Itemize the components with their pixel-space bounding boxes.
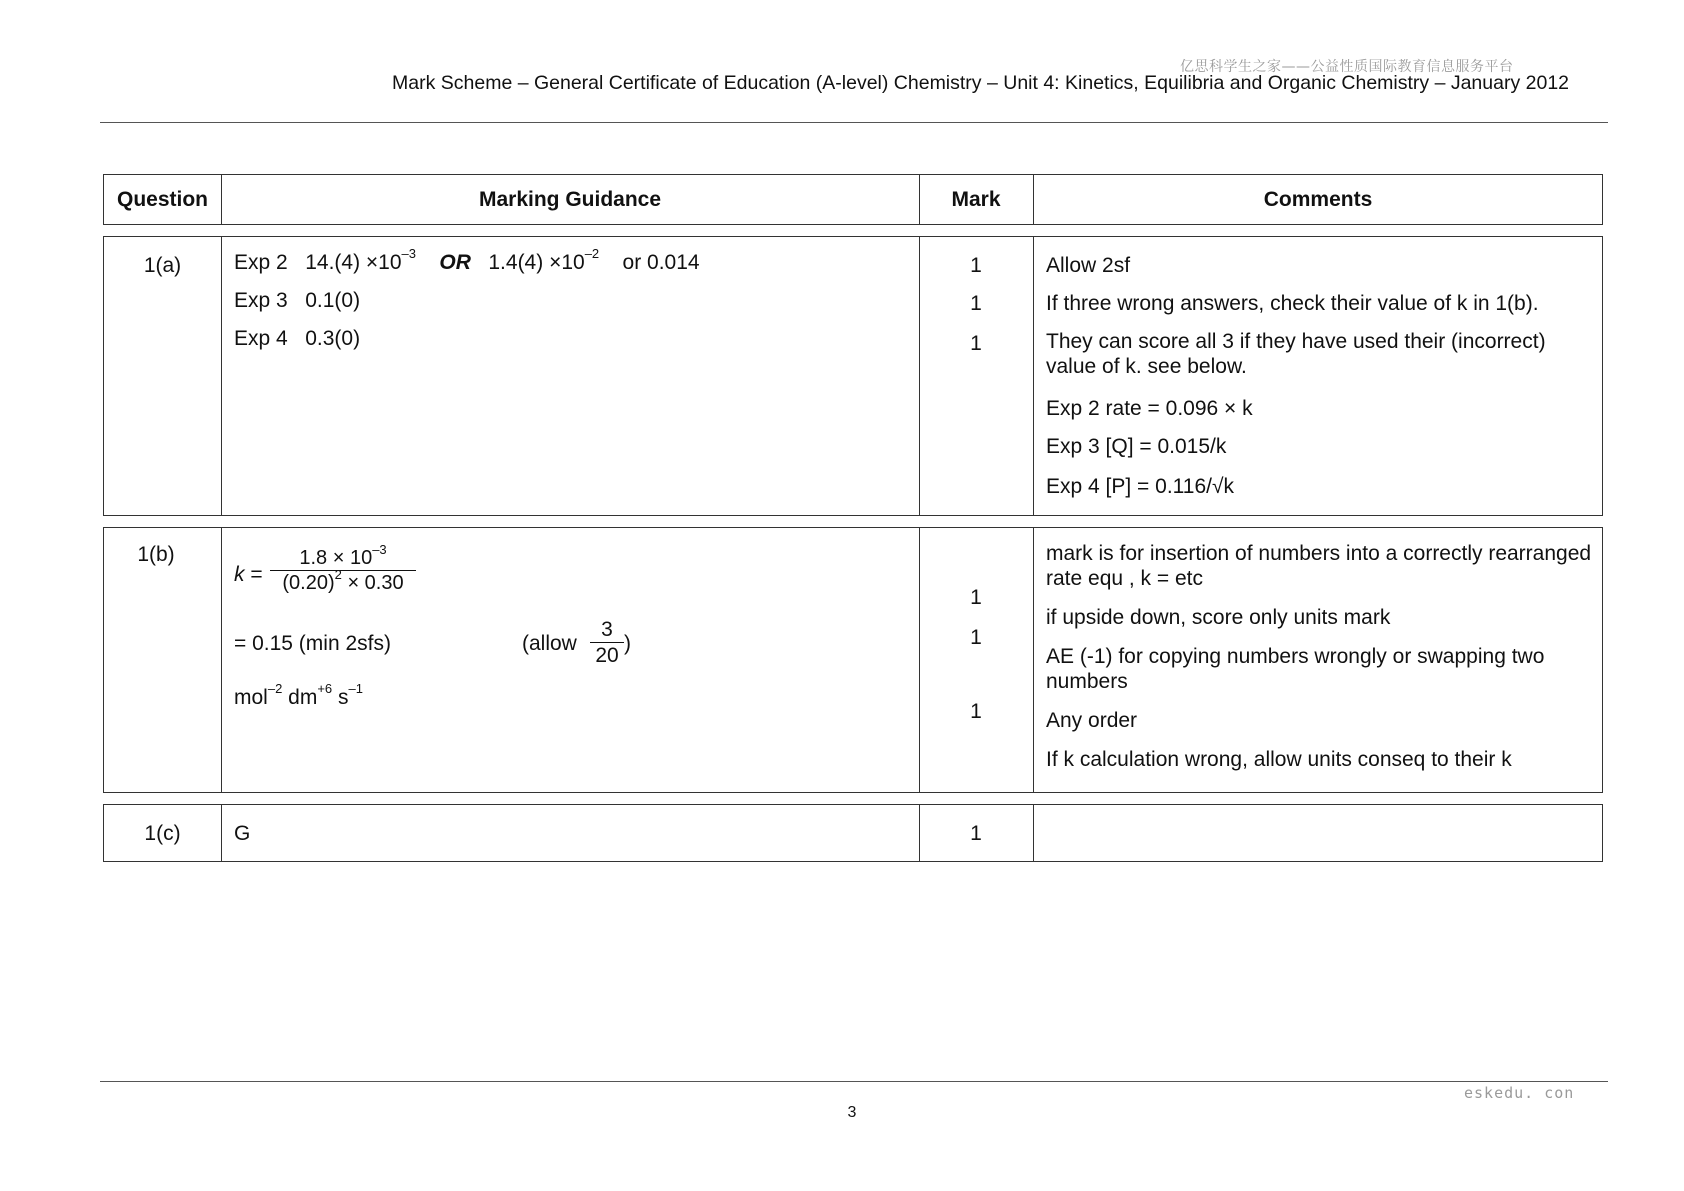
exp4-label: Exp 4: [234, 327, 288, 350]
allow-open: (allow: [522, 632, 577, 655]
comment-text: Exp 3 [Q] = 0.015/k: [1046, 435, 1227, 458]
page-number: 3: [847, 1104, 857, 1121]
header-divider: [100, 122, 1608, 123]
mark-value: 1: [970, 626, 982, 649]
table-row-1c: [103, 804, 1603, 862]
comment-text: Any order: [1046, 709, 1138, 732]
mark-value: 1: [970, 332, 982, 355]
units-mol-exponent: –2: [267, 681, 283, 696]
comment-text: If three wrong answers, check their value of k in 1(b).: [1046, 292, 1539, 315]
k-units: [234, 681, 363, 710]
comment-text: Allow 2sf: [1046, 254, 1131, 277]
exp3-value: 0.1(0): [305, 289, 361, 312]
comment-text: AE (-1) for copying numbers wrongly or swapping two numbers: [1046, 645, 1545, 694]
column-divider: [1033, 237, 1034, 515]
column-header-question: Question: [116, 188, 208, 211]
units-s: s: [338, 686, 349, 709]
comment-text: Exp 4 [P] = 0.116/√k: [1046, 475, 1234, 498]
column-header-mark: Mark: [951, 188, 1001, 211]
comment-text: If k calculation wrong, allow units conseq to their k: [1046, 748, 1512, 771]
k-fraction-denominator: [270, 567, 416, 595]
or-word: OR: [439, 251, 471, 274]
table-row-1b: [103, 527, 1603, 793]
guidance-exp4: [234, 326, 360, 351]
numerator-exponent: –3: [372, 542, 387, 557]
exp2-label: Exp 2: [234, 251, 288, 274]
watermark-top: 亿思科学生之家——公益性质国际教育信息服务平台: [1180, 59, 1514, 75]
mark-value: 1: [970, 586, 982, 609]
column-divider: [1033, 805, 1034, 861]
comment-text: They can score all 3 if they have used their (incorrect) value of k. see below.: [1046, 330, 1546, 379]
exp2-value-a: 14.(4) ×10: [305, 251, 402, 274]
mark-value: 1: [970, 292, 982, 315]
question-number: 1(b): [137, 543, 175, 566]
column-header-comments: Comments: [1263, 188, 1373, 211]
exp2-value-a-exponent: –3: [401, 246, 417, 261]
units-dm-exponent: +6: [317, 681, 333, 696]
allow-denominator: 20: [595, 644, 619, 668]
denominator-value-b: × 0.30: [347, 572, 404, 594]
allow-numerator: 3: [601, 618, 613, 641]
column-header-marking-guidance: Marking Guidance: [478, 188, 662, 211]
column-divider: [221, 805, 222, 861]
column-divider: [221, 237, 222, 515]
numerator-value: 1.8 × 10: [299, 547, 373, 569]
comment-text: if upside down, score only units mark: [1046, 606, 1391, 629]
mark-value: 1: [970, 254, 982, 277]
table-row-1a: [103, 236, 1603, 516]
page-header-title: Mark Scheme – General Certificate of Education (A-level) Chemistry – Unit 4: Kinetics, Equilibria and Organic Chemistry – January 2012: [392, 72, 1570, 94]
exp2-value-c: or 0.014: [622, 251, 700, 274]
column-divider: [1033, 528, 1034, 792]
exp3-label: Exp 3: [234, 289, 288, 312]
units-dm: dm: [288, 686, 318, 709]
k-result: = 0.15 (min 2sfs): [234, 632, 391, 655]
guidance-answer: G: [234, 822, 251, 845]
question-number: 1(c): [144, 822, 181, 845]
comment-text: Exp 2 rate = 0.096 × k: [1046, 397, 1253, 420]
allow-fraction: [590, 617, 624, 668]
allow-close: ): [624, 632, 631, 655]
units-mol: mol: [234, 686, 268, 709]
watermark-bottom: eskedu. con: [1464, 1084, 1575, 1102]
mark-value: 1: [970, 700, 982, 723]
exp2-value-b: 1.4(4) ×10: [488, 251, 585, 274]
footer-divider: [100, 1081, 1608, 1082]
exp4-value: 0.3(0): [305, 327, 361, 350]
exp2-value-b-exponent: –2: [584, 246, 600, 261]
comment-text: mark is for insertion of numbers into a correctly rearranged rate equ , k = etc: [1046, 542, 1592, 591]
table-header-row: [103, 174, 1603, 225]
guidance-exp2: [234, 246, 700, 275]
units-s-exponent: –1: [348, 681, 363, 696]
column-divider: [919, 528, 920, 792]
denominator-exponent: 2: [334, 567, 342, 582]
denominator-value-a: (0.20): [282, 572, 335, 594]
guidance-exp3: [234, 288, 360, 313]
k-fraction-numerator: [270, 542, 416, 570]
column-divider: [919, 237, 920, 515]
k-fraction: [270, 542, 416, 595]
column-divider: [221, 528, 222, 792]
question-number: 1(a): [143, 254, 182, 277]
mark-value: 1: [970, 822, 982, 845]
k-equation-label: k =: [234, 563, 263, 586]
